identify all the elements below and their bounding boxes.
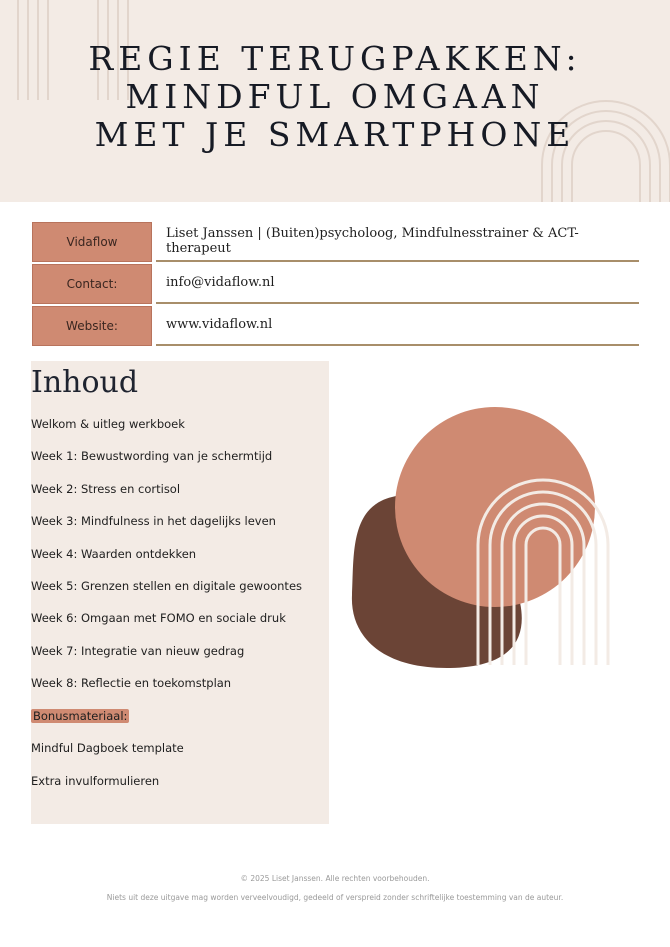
toc-item: Extra invulformulieren xyxy=(31,774,160,788)
toc-title: Inhoud xyxy=(31,365,139,400)
info-row-vidaflow xyxy=(31,221,639,262)
toc-item: Mindful Dagboek template xyxy=(31,741,184,755)
footer-copyright: © 2025 Liset Janssen. Alle rechten voorbehouden. xyxy=(240,874,430,883)
toc-item: Week 2: Stress en cortisol xyxy=(31,482,181,496)
info-label: Vidaflow xyxy=(32,222,152,262)
toc-item: Week 6: Omgaan met FOMO en sociale druk xyxy=(31,611,286,625)
info-row-contact xyxy=(31,263,639,304)
table-of-contents xyxy=(31,361,329,824)
toc-item-bonus-heading: Bonusmateriaal: xyxy=(33,709,128,723)
toc-item: Week 3: Mindfulness in het dagelijks leven xyxy=(31,514,276,528)
title-line-3: MET JE SMARTPHONE xyxy=(94,115,576,154)
toc-item: Welkom & uitleg werkboek xyxy=(31,417,185,431)
abstract-artwork xyxy=(340,405,630,675)
toc-item: Week 1: Bewustwording van je schermtijd xyxy=(31,449,273,463)
title-line-2: MINDFUL OMGAAN xyxy=(125,77,545,116)
info-row-website xyxy=(31,305,639,346)
info-label: Website: xyxy=(32,306,152,346)
footer-notice: Niets uit deze uitgave mag worden verveelvoudigd, gedeeld of verspreid zonder schriftelijke toestemming van de auteur. xyxy=(106,893,564,902)
page-title xyxy=(0,40,670,154)
terracotta-circle-shape xyxy=(395,407,595,607)
toc-item: Week 5: Grenzen stellen en digitale gewoontes xyxy=(31,579,303,593)
toc-item: Week 4: Waarden ontdekken xyxy=(31,547,197,561)
info-value-email[interactable]: info@vidaflow.nl xyxy=(156,263,639,304)
info-label: Contact: xyxy=(32,264,152,304)
toc-item: Week 8: Reflectie en toekomstplan xyxy=(31,676,232,690)
toc-item: Week 7: Integratie van nieuw gedrag xyxy=(31,644,245,658)
title-line-1: REGIE TERUGPAKKEN: xyxy=(88,39,582,78)
info-value-author: Liset Janssen | (Buiten)psycholoog, Mindfulnesstrainer & ACT-therapeut xyxy=(156,221,639,262)
header-banner xyxy=(0,0,670,202)
info-value-website[interactable]: www.vidaflow.nl xyxy=(156,305,639,346)
